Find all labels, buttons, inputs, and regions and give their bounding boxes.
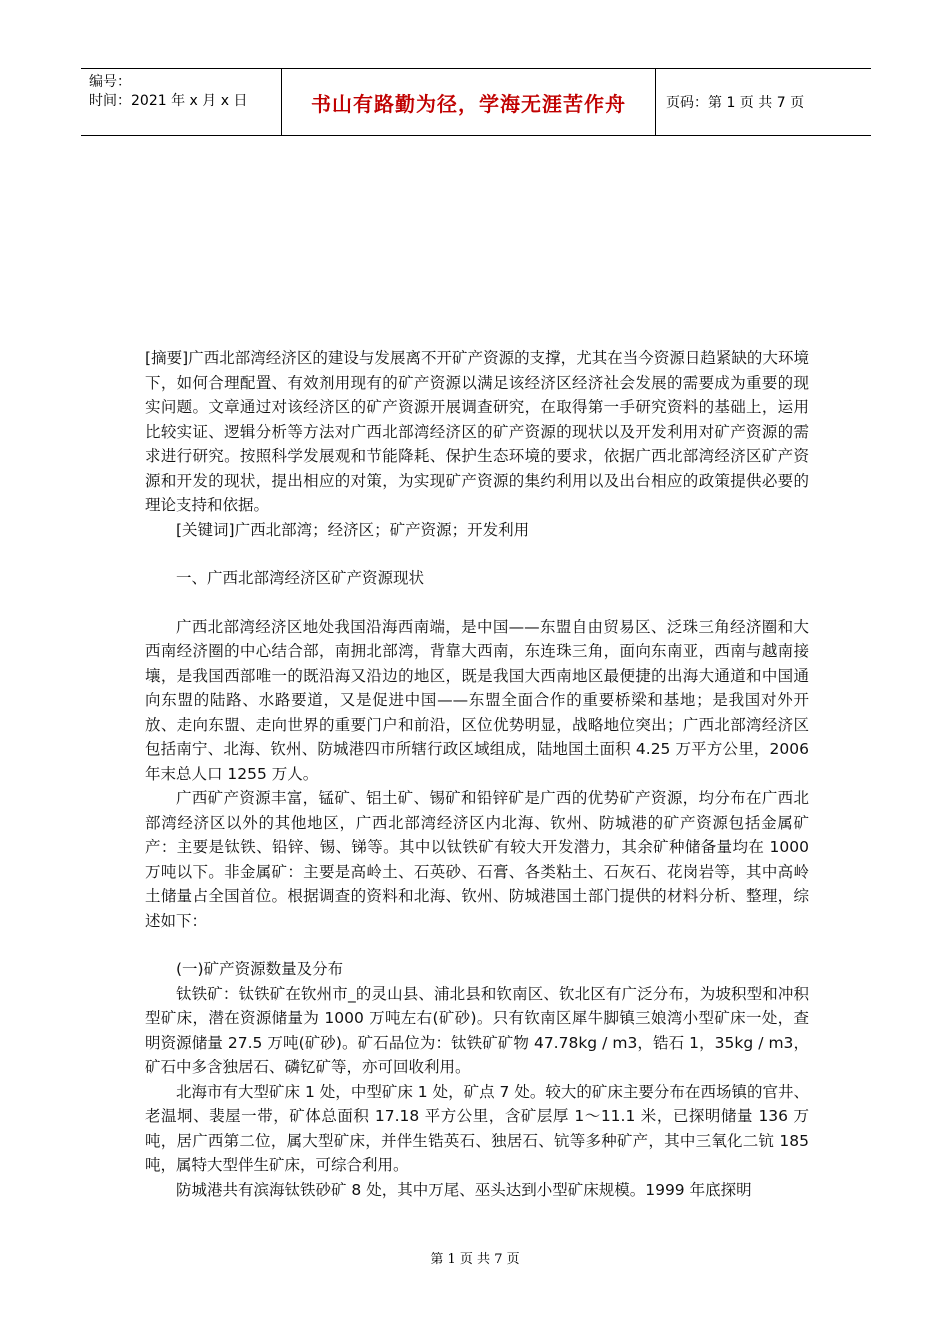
body-paragraph: 广西矿产资源丰富，锰矿、铝土矿、锡矿和铅锌矿是广西的优势矿产资源，均分布在广西北部湾经济区以外的其他地区，广西北部湾经济区内北海、钦州、防城港的矿产资源包括金属矿产：主要是钛铁、铅锌、锡、锑等。其中以钛铁矿有较大开发潜力，其余矿种储备量均在 1000 万吨以下。非金属矿：主要是高岭土、石英砂、石膏、各类粘土、石灰石、花岗岩等，其中高岭土储量占全国首位。根据调查的资料和北海、钦州、防城港国土部门提供的材料分析、整理，综述如下：	[145, 789, 809, 930]
abstract-paragraph: [摘要]广西北部湾经济区的建设与发展离不开矿产资源的支撑，尤其在当今资源日趋紧缺的大环境下，如何合理配置、有效剂用现有的矿产资源以满足该经济区经济社会发展的需要成为重要的现实问题。文章通过对该经济区的矿产资源开展调查研究，在取得第一手研究资料的基础上，运用比较实证、逻辑分析等方法对广西北部湾经济区的矿产资源的现状以及开发利用对矿产资源的需求进行研究。按照科学发展观和节能降耗、保护生态环境的要求，依据广西北部湾经济区矿产资源和开发的现状，提出相应的对策，为实现矿产资源的集约利用以及出台相应的政策提供必要的理论支持和依据。	[145, 349, 809, 514]
body-paragraph: 钛铁矿：钛铁矿在钦州市_的灵山县、浦北县和钦南区、钦北区有广泛分布，为坡积型和冲积型矿床，潜在资源储量为 1000 万吨左右(矿砂)。只有钦南区犀牛脚镇三娘湾小型矿床一处，查明资源储量 27.5 万吨(矿砂)。矿石品位为：钛铁矿矿物 47.78kg / m3，锆石 1，35kg / m3，矿石中多含独居石、磷钇矿等，亦可回收利用。	[145, 984, 809, 1076]
document-number-label: 编号：	[89, 74, 131, 90]
spacer	[145, 933, 809, 957]
body-paragraph: 防城港共有滨海钛铁砂矿 8 处，其中万尾、巫头达到小型矿床规模。1999 年底探明	[176, 1180, 752, 1199]
spacer	[145, 542, 809, 566]
document-date: 时间：2021 年 x 月 x 日	[89, 93, 248, 109]
spacer	[145, 591, 809, 615]
page-header	[81, 68, 871, 136]
subsection-heading: (一)矿产资源数量及分布	[176, 960, 344, 978]
page-footer: 第 1 页 共 7 页	[430, 1252, 520, 1267]
header-meta	[81, 69, 282, 135]
header-motto: 书山有路勤为径，学海无涯苦作舟	[282, 69, 656, 135]
body-paragraph: 广西北部湾经济区地处我国沿海西南端，是中国——东盟自由贸易区、泛珠三角经济圈和大西南经济圈的中心结合部，南拥北部湾，背靠大西南，东连珠三角，面向东南亚，西南与越南接壤，是我国西部唯一的既沿海又沿边的地区，既是我国大西南地区最便捷的出海大通道和中国通向东盟的陆路、水路要道，又是促进中国——东盟全面合作的重要桥梁和基地；是我国对外开放、走向东盟、走向世界的重要门户和前沿，区位优势明显，战略地位突出；广西北部湾经济区包括南宁、北海、钦州、防城港四市所辖行政区域组成，陆地国土面积 4.25 万平方公里，2006 年末总人口 1255 万人。	[145, 617, 809, 783]
article-body	[145, 346, 809, 1202]
keywords-line: [关键词]广西北部湾；经济区；矿产资源；开发利用	[176, 520, 530, 539]
header-page-info: 页码：第 1 页 共 7 页	[666, 95, 805, 111]
section-heading: 一、广西北部湾经济区矿产资源现状	[176, 569, 425, 587]
body-paragraph: 北海市有大型矿床 1 处，中型矿床 1 处，矿点 7 处。较大的矿床主要分布在西场镇的官井、老温垌、裴屋一带，矿体总面积 17.18 平方公里，含矿层厚 1～11.1 米，已探明储量 136 万吨，居广西第二位，属大型矿床，并伴生锆英石、独居石、钪等多种矿产，其中三氧化二钪 185 吨，属特大型伴生矿床，可综合利用。	[145, 1082, 809, 1174]
